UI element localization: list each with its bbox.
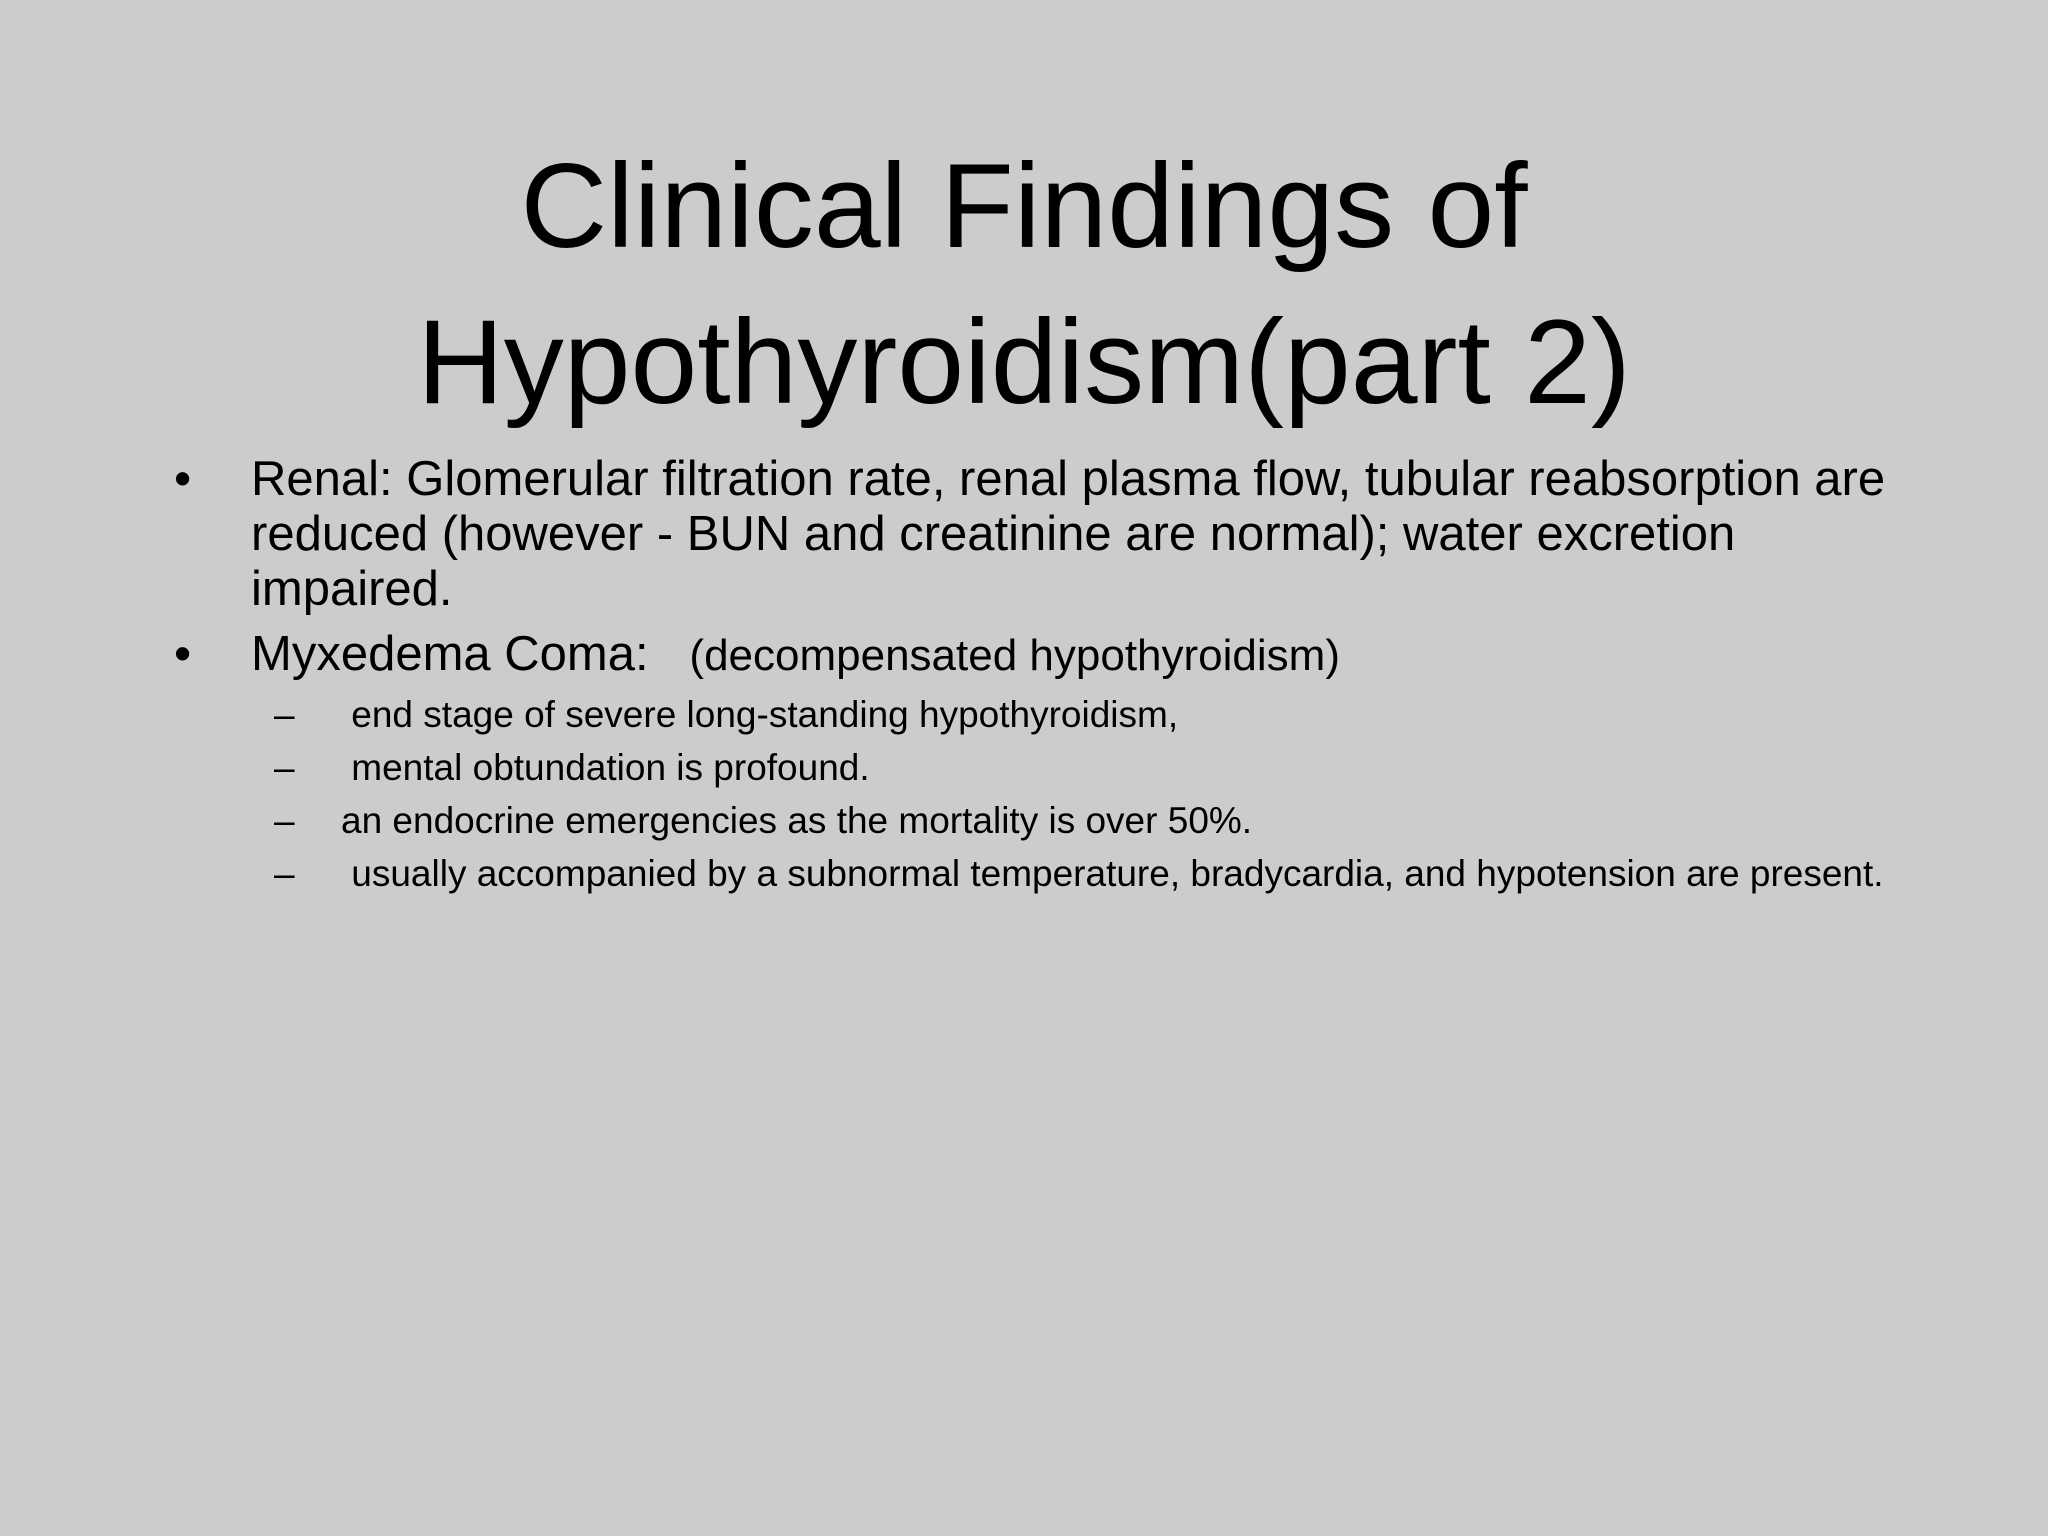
title-line-2: Hypothyroidism(part 2) bbox=[417, 295, 1631, 429]
sub-bullet-text: an endocrine emergencies as the mortality is over 50%. bbox=[341, 800, 1253, 841]
bullet-parenthetical: (decompensated hypothyroidism) bbox=[689, 631, 1340, 680]
bullet-renal bbox=[170, 452, 1890, 617]
bullet-myxedema-coma bbox=[170, 627, 1890, 683]
slide-title bbox=[0, 128, 2048, 440]
sub-bullet-dash: – bbox=[274, 800, 295, 841]
slide-content bbox=[170, 452, 1890, 905]
sub-bullet bbox=[170, 799, 1890, 843]
sub-bullet-dash: – bbox=[274, 853, 295, 894]
sub-bullet-text: mental obtundation is profound. bbox=[341, 747, 870, 788]
sub-bullet-dash: – bbox=[274, 747, 295, 788]
bullet-dot: • bbox=[174, 627, 192, 681]
sub-bullet-text: usually accompanied by a subnormal temperature, bradycardia, and hypotension are present. bbox=[341, 853, 1884, 894]
sub-bullet bbox=[170, 693, 1890, 737]
bullet-dot: • bbox=[174, 452, 192, 506]
sub-bullet-dash: – bbox=[274, 694, 295, 735]
bullet-text: Renal: Glomerular filtration rate, renal plasma flow, tubular reabsorption are reduced (however - BUN and creatinine are normal); water excretion impaired. bbox=[251, 452, 1886, 616]
bullet-text: Myxedema Coma: bbox=[251, 627, 690, 681]
sub-bullet-text: end stage of severe long-standing hypothyroidism, bbox=[341, 694, 1179, 735]
sub-bullet-list bbox=[170, 693, 1890, 896]
title-line-1: Clinical Findings of bbox=[520, 139, 1528, 273]
sub-bullet bbox=[170, 746, 1890, 790]
sub-bullet bbox=[170, 852, 1890, 896]
